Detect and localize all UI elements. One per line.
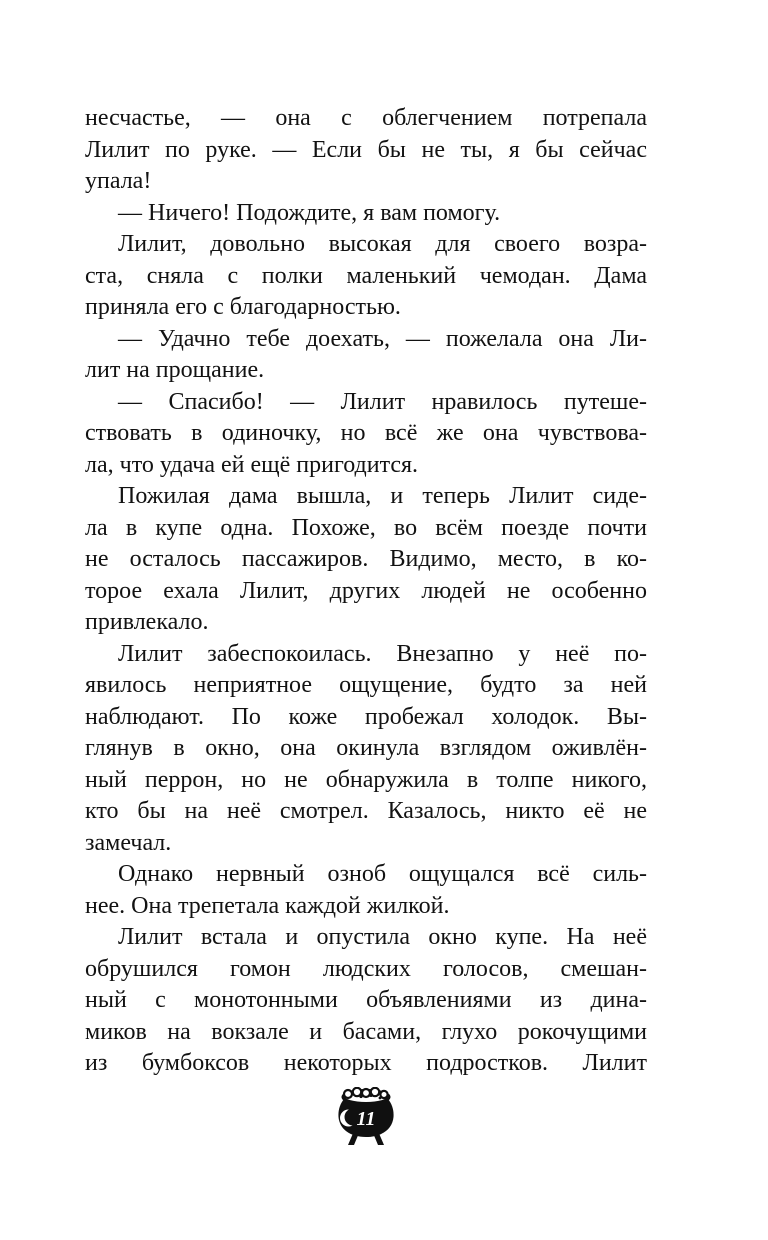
text-line: глянув в окно, она окинула взглядом оживлён- [85,735,647,761]
text-line: наблюдают. По коже пробежал холодок. Вы- [85,703,647,730]
foam-dot [379,1096,382,1099]
text-line: — Спасибо! — Лилит нравилось путеше- [118,388,647,415]
text-line: несчастье, — она с облегчением потрепала [85,105,647,131]
foam-bubble [353,1087,361,1095]
text-line: из бумбоксов некоторых подростков. Лилит [85,1050,647,1076]
text-line: Лилит по руке. — Если бы не ты, я бы сейчас [85,136,647,163]
text-line: Лилит встала и опустила окно купе. На неё [118,924,647,950]
foam-dot [369,1093,373,1097]
foam-bubble [362,1089,370,1097]
text-line: Однако нервный озноб ощущался всё силь- [118,861,647,887]
text-line: упала! [85,168,152,194]
text-line: миков на вокзале и басами, глухо рокочущими [85,1018,647,1045]
text-line: обрушился гомон людских голосов, смешан- [85,955,647,982]
text-line: приняла его с благодарностью. [85,294,401,320]
text-line: ла, что удача ей ещё пригодится. [85,451,419,478]
text-line: — Удачно тебе доехать, — пожелала она Ли- [118,325,647,352]
text-line: — Ничего! Подождите, я вам помогу. [118,199,501,226]
text-line: явилось неприятное ощущение, будто за ней [85,672,647,698]
cauldron-icon [335,1087,397,1147]
page-footer [85,1087,647,1147]
text-line: нее. Она трепетала каждой жилкой. [85,892,450,919]
text-line: кто бы на неё смотрел. Казалось, никто её не [85,798,647,824]
foam-dot [359,1094,362,1097]
text-line: замечал. [85,829,172,856]
text-line: ный перрон, но не обнаружила в толпе никого, [85,766,647,793]
text-line: торое ехала Лилит, других людей не особенно [85,577,647,604]
text-line: лит на прощание. [85,357,265,383]
page-number: 11 [356,1107,376,1130]
foam-bubble [380,1090,387,1097]
text-line: Лилит забеспокоилась. Внезапно у неё по- [118,640,647,667]
text-line: ствовать в одиночку, но всё же она чувствова- [85,420,647,446]
text-line: не осталось пассажиров. Видимо, место, в ко- [85,546,647,572]
text-line: Лилит, довольно высокая для своего возра- [118,231,647,257]
text-line: Пожилая дама вышла, и теперь Лилит сиде- [118,483,647,509]
text-line: ла в купе одна. Похоже, во всём поезде почти [85,514,647,541]
text-line: ста, сняла с полки маленький чемодан. Дама [85,262,647,289]
foam-bubble [344,1090,352,1098]
body-text [85,103,647,1147]
text-line: привлекало. [85,609,209,635]
text-line: ный с монотонными объявлениями из дина- [85,987,647,1013]
